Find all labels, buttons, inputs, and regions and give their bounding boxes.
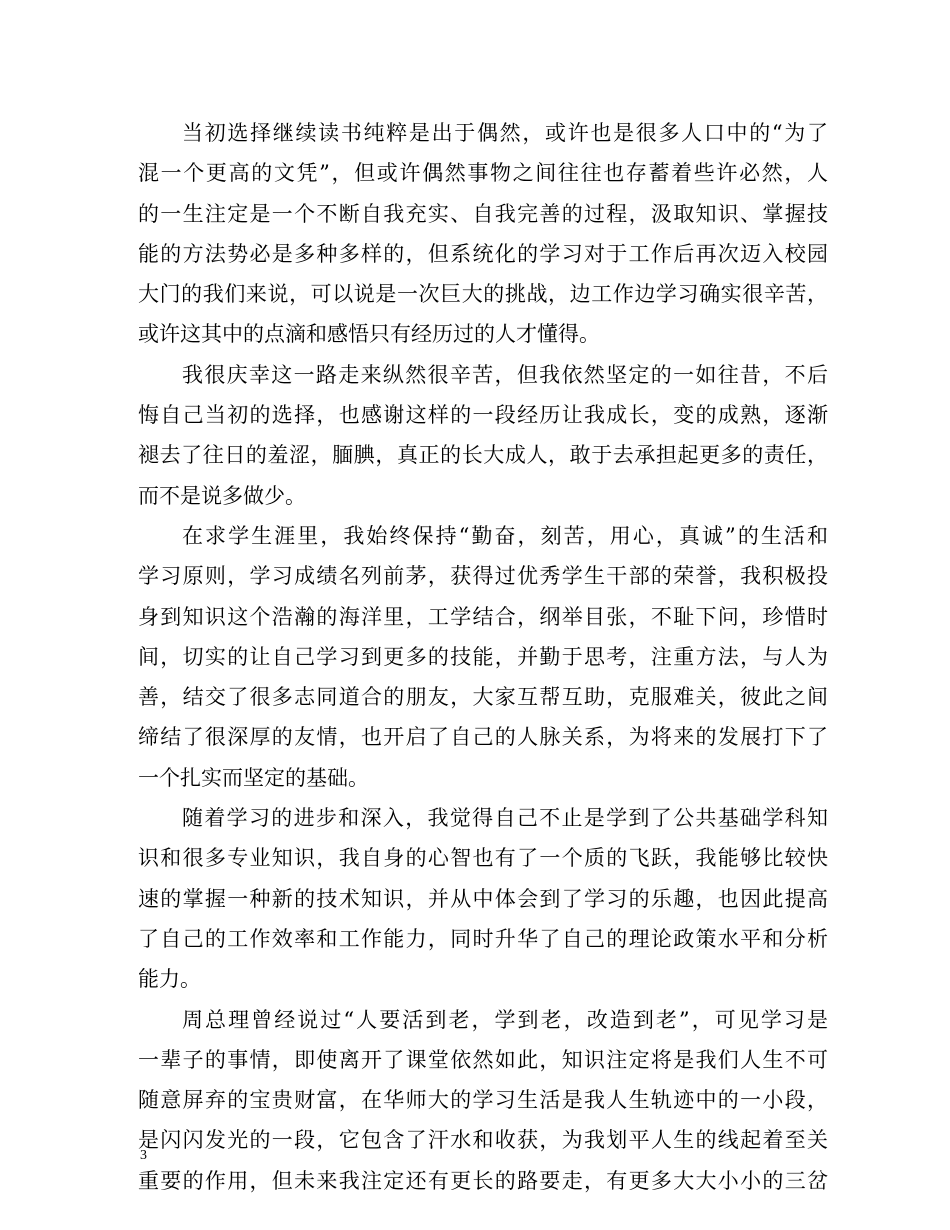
page-number: 3 xyxy=(140,1148,147,1163)
text-line: 当初选择继续读书纯粹是出于偶然，或许也是很多人口中的“为了 xyxy=(182,121,828,145)
text-line: 身到知识这个浩瀚的海洋里，工学结合，纲举目张，不耻下问，珍惜时 xyxy=(138,604,828,629)
text-line: 我很庆幸这一路走来纵然很辛苦，但我依然坚定的一如往昔，不后 xyxy=(182,362,828,387)
text-line: 间，切实的让自己学习到更多的技能，并勤于思考，注重方法，与人为 xyxy=(138,644,828,669)
text-line: 大门的我们来说，可以说是一次巨大的挑战，边工作边学习确实很辛苦， xyxy=(138,282,828,307)
text-line: 随意屏弃的宝贵财富，在华师大的学习生活是我人生轨迹中的一小段， xyxy=(138,1088,828,1113)
text-line: 速的掌握一种新的技术知识，并从中体会到了学习的乐趣，也因此提高 xyxy=(138,886,828,911)
paragraph xyxy=(138,1000,828,1201)
document-body xyxy=(138,113,828,1201)
paragraph xyxy=(138,113,828,355)
text-line: 学习原则，学习成绩名列前茅，获得过优秀学生干部的荣誉，我积极投 xyxy=(138,564,828,589)
text-line: 缔结了很深厚的友情，也开启了自己的人脉关系，为将来的发展打下了 xyxy=(138,725,828,750)
text-line: 是闪闪发光的一段，它包含了汗水和收获，为我划平人生的线起着至关 xyxy=(138,1128,828,1153)
text-line: 的一生注定是一个不断自我充实、自我完善的过程，汲取知识、掌握技 xyxy=(138,201,828,226)
text-line: 善，结交了很多志同道合的朋友，大家互帮互助，克服难关，彼此之间 xyxy=(138,685,828,710)
text-line: 一个扎实而坚定的基础。 xyxy=(138,765,369,790)
text-line: 周总理曾经说过“人要活到老，学到老，改造到老”，可见学习是 xyxy=(182,1007,828,1032)
text-line: 混一个更高的文凭”，但或许偶然事物之间往往也存蓄着些许必然，人 xyxy=(138,161,828,186)
text-line: 能力。 xyxy=(138,967,201,992)
paragraph xyxy=(138,355,828,516)
text-line: 一辈子的事情，即使离开了课堂依然如此，知识注定将是我们人生不可 xyxy=(138,1047,828,1072)
text-line: 或许这其中的点滴和感悟只有经历过的人才懂得。 xyxy=(138,322,600,347)
paragraph xyxy=(138,516,828,798)
text-line: 而不是说多做少。 xyxy=(138,483,306,508)
text-line: 能的方法势必是多种多样的，但系统化的学习对于工作后再次迈入校园 xyxy=(138,241,828,266)
text-line: 了自己的工作效率和工作能力，同时升华了自己的理论政策水平和分析 xyxy=(138,926,828,951)
paragraph xyxy=(138,798,828,999)
text-line: 悔自己当初的选择，也感谢这样的一段经历让我成长，变的成熟，逐渐 xyxy=(138,403,828,428)
text-line: 重要的作用，但未来我注定还有更长的路要走，有更多大大小小的三岔 xyxy=(138,1168,828,1193)
text-line: 随着学习的进步和深入，我觉得自己不止是学到了公共基础学科知 xyxy=(182,806,828,831)
text-line: 在求学生涯里，我始终保持“勤奋，刻苦，用心，真诚”的生活和 xyxy=(182,523,828,548)
text-line: 褪去了往日的羞涩，腼腆，真正的长大成人，敢于去承担起更多的责任， xyxy=(138,443,828,468)
text-line: 识和很多专业知识，我自身的心智也有了一个质的飞跃，我能够比较快 xyxy=(138,846,828,871)
